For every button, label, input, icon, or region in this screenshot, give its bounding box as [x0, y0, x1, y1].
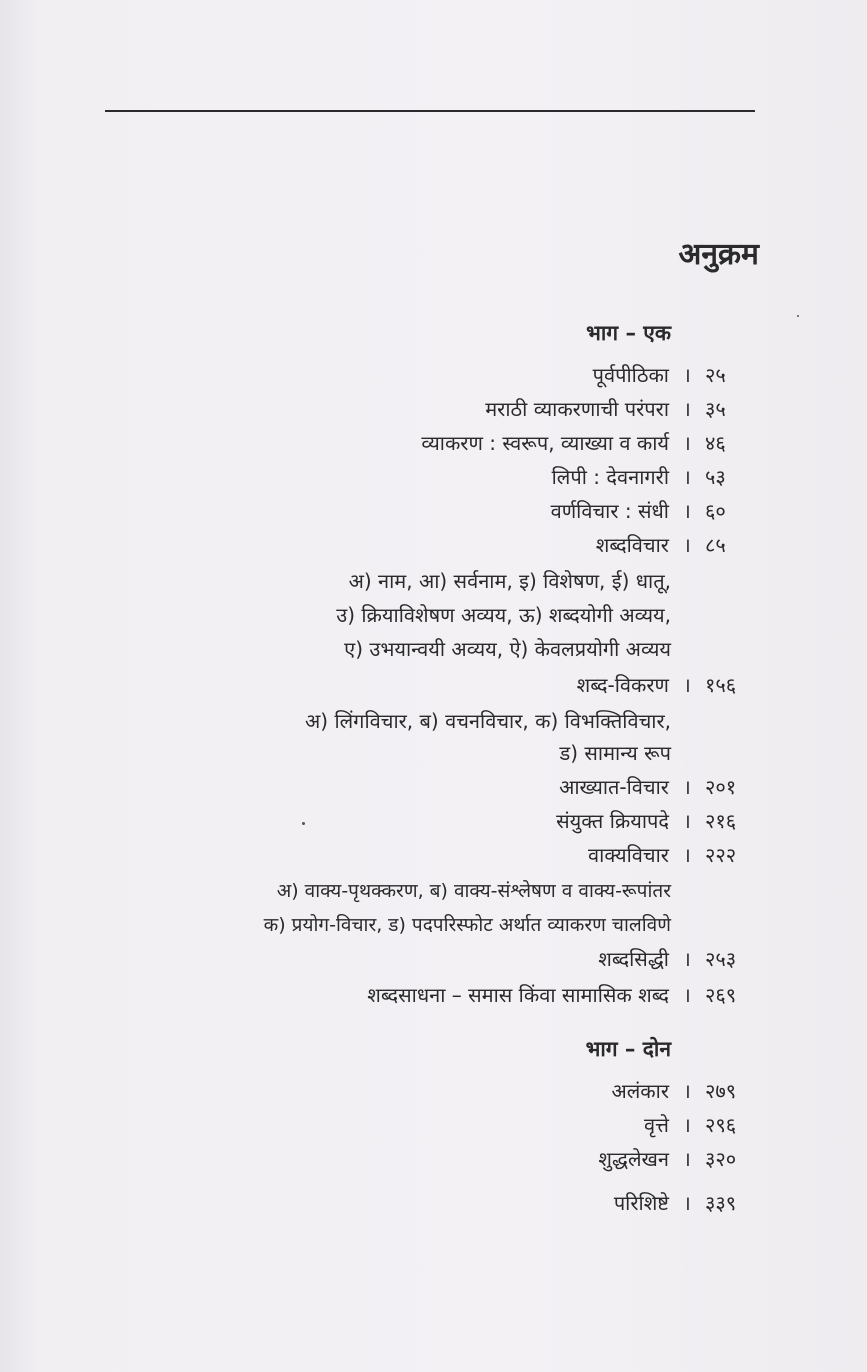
toc-entry: शब्दसाधना – समास किंवा सामासिक शब्द । २६९: [367, 983, 737, 1007]
toc-subitems: ए) उभयान्वयी अव्यय, ऐ) केवलप्रयोगी अव्यय: [344, 637, 671, 661]
part-one-heading: भाग – एक: [586, 321, 671, 345]
page-title: अनुक्रम: [678, 237, 759, 272]
toc-entry: शब्दविचार । ८५: [595, 533, 726, 557]
toc-entry: वाक्यविचार । २२२: [588, 843, 737, 867]
toc-entry: पूर्वपीठिका । २५: [592, 363, 726, 387]
toc-entry: आख्यात-विचार । २०१: [559, 775, 737, 799]
toc-entry: मराठी व्याकरणाची परंपरा । ३५: [485, 397, 726, 421]
toc-entry: वृत्ते । २९६: [644, 1113, 737, 1137]
top-rule: [105, 110, 755, 112]
toc-subitems: ड) सामान्य रूप: [559, 741, 671, 765]
toc-entry: वर्णविचार : संधी । ६०: [550, 499, 726, 523]
part-two-heading: भाग – दोन: [585, 1037, 671, 1061]
toc-entry: शब्दसिद्धी । २५३: [598, 947, 737, 971]
toc-subitems: क) प्रयोग-विचार, ड) पदपरिस्फोट अर्थात व्याकरण चालविणे: [263, 914, 671, 936]
toc-entry: व्याकरण : स्वरूप, व्याख्या व कार्य । ४६: [421, 431, 726, 455]
toc-subitems: अ) नाम, आ) सर्वनाम, इ) विशेषण, ई) धातू,: [348, 569, 671, 593]
toc-entry: शब्द-विकरण । १५६: [576, 673, 737, 697]
toc-entry: शुद्धलेखन । ३२०: [598, 1147, 737, 1171]
toc-entry: अलंकार । २७९: [611, 1079, 737, 1103]
paper-speck: [797, 315, 799, 317]
toc-subitems: अ) वाक्य-पृथक्करण, ब) वाक्य-संश्लेषण व वाक्य-रूपांतर: [276, 880, 671, 902]
toc-entry: परिशिष्टे । ३३९: [613, 1191, 737, 1215]
toc-subitems: उ) क्रियाविशेषण अव्यय, ऊ) शब्दयोगी अव्यय,: [336, 603, 671, 627]
toc-subitems: अ) लिंगविचार, ब) वचनविचार, क) विभक्तिविचार,: [305, 709, 671, 733]
toc-entry: लिपी : देवनागरी । ५३: [551, 465, 726, 489]
toc-entry: संयुक्त क्रियापदे । २१६: [556, 809, 737, 833]
paper-speck: [302, 822, 305, 825]
